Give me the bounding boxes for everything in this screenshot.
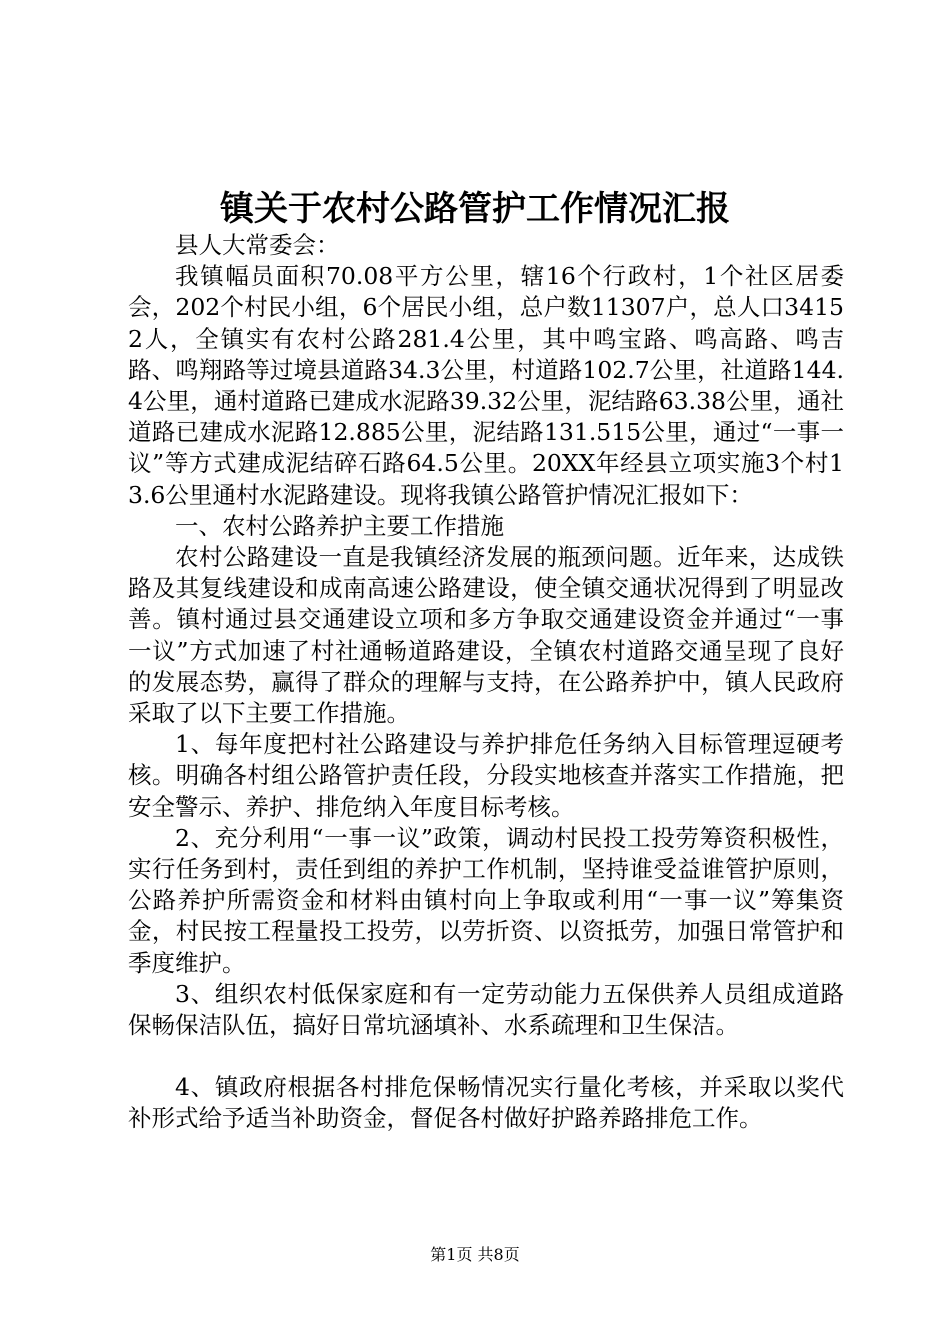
measure-item-2: 2、充分利用“一事一议”政策，调动村民投工投劳筹资积极性，实行任务到村，责任到组的养护工作机制，坚持谁受益谁管护原则，公路养护所需资金和材料由镇村向上争取或利用“一事一议”筹集资金，村民按工程量投工投劳，以劳折资、以资抵劳，加强日常管护和季度维护。 — [128, 823, 844, 977]
measure-item-3: 3、组织农村低保家庭和有一定劳动能力五保供养人员组成道路保畅保洁队伍，搞好日常坑涵填补、水系疏理和卫生保洁。 — [128, 979, 844, 1040]
section-heading: 一、农村公路养护主要工作措施 — [175, 511, 504, 540]
page-footer: 第1页 共8页 — [430, 1245, 520, 1264]
measure-item-4: 4、镇政府根据各村排危保畅情况实行量化考核，并采取以奖代补形式给予适当补助资金，督促各村做好护路养路排危工作。 — [128, 1073, 844, 1133]
paragraph-background: 农村公路建设一直是我镇经济发展的瓶颈问题。近年来，达成铁路及其复线建设和成南高速公路建设，使全镇交通状况得到了明显改善。镇村通过县交通建设立项和多方争取交通建设资金并通过“一事一议”方式加速了村社通畅道路建设，全镇农村道路交通呈现了良好的发展态势，赢得了群众的理解与支持，在公路养护中，镇人民政府采取了以下主要工作措施。 — [128, 543, 844, 728]
document-title: 镇关于农村公路管护工作情况汇报 — [220, 189, 730, 229]
measure-item-1: 1、每年度把村社公路建设与养护排危任务纳入目标管理逗硬考核。明确各村组公路管护责任段，分段实地核查并落实工作措施，把安全警示、养护、排危纳入年度目标考核。 — [128, 730, 844, 821]
salutation: 县人大常委会： — [175, 231, 340, 259]
document-body — [128, 230, 844, 1135]
paragraph-overview: 我镇幅员面积70.08平方公里，辖16个行政村，1个社区居委会，202个村民小组，6个居民小组，总户数11307户，总人口34152人，全镇实有农村公路281.4公里，其中鸣宝路、鸣高路、鸣吉路、鸣翔路等过境县道路34.3公里，村道路102.7公里，社道路144.4公里，通村道路已建成水泥路39.32公里，泥结路63.38公里，通社道路已建成水泥路12.885公里，泥结路131.515公里，通过“一事一议”等方式建成泥结碎石路64.5公里。20XX年经县立项实施3个村13.6公里通村水泥路建设。现将我镇公路管护情况汇报如下： — [128, 262, 844, 509]
